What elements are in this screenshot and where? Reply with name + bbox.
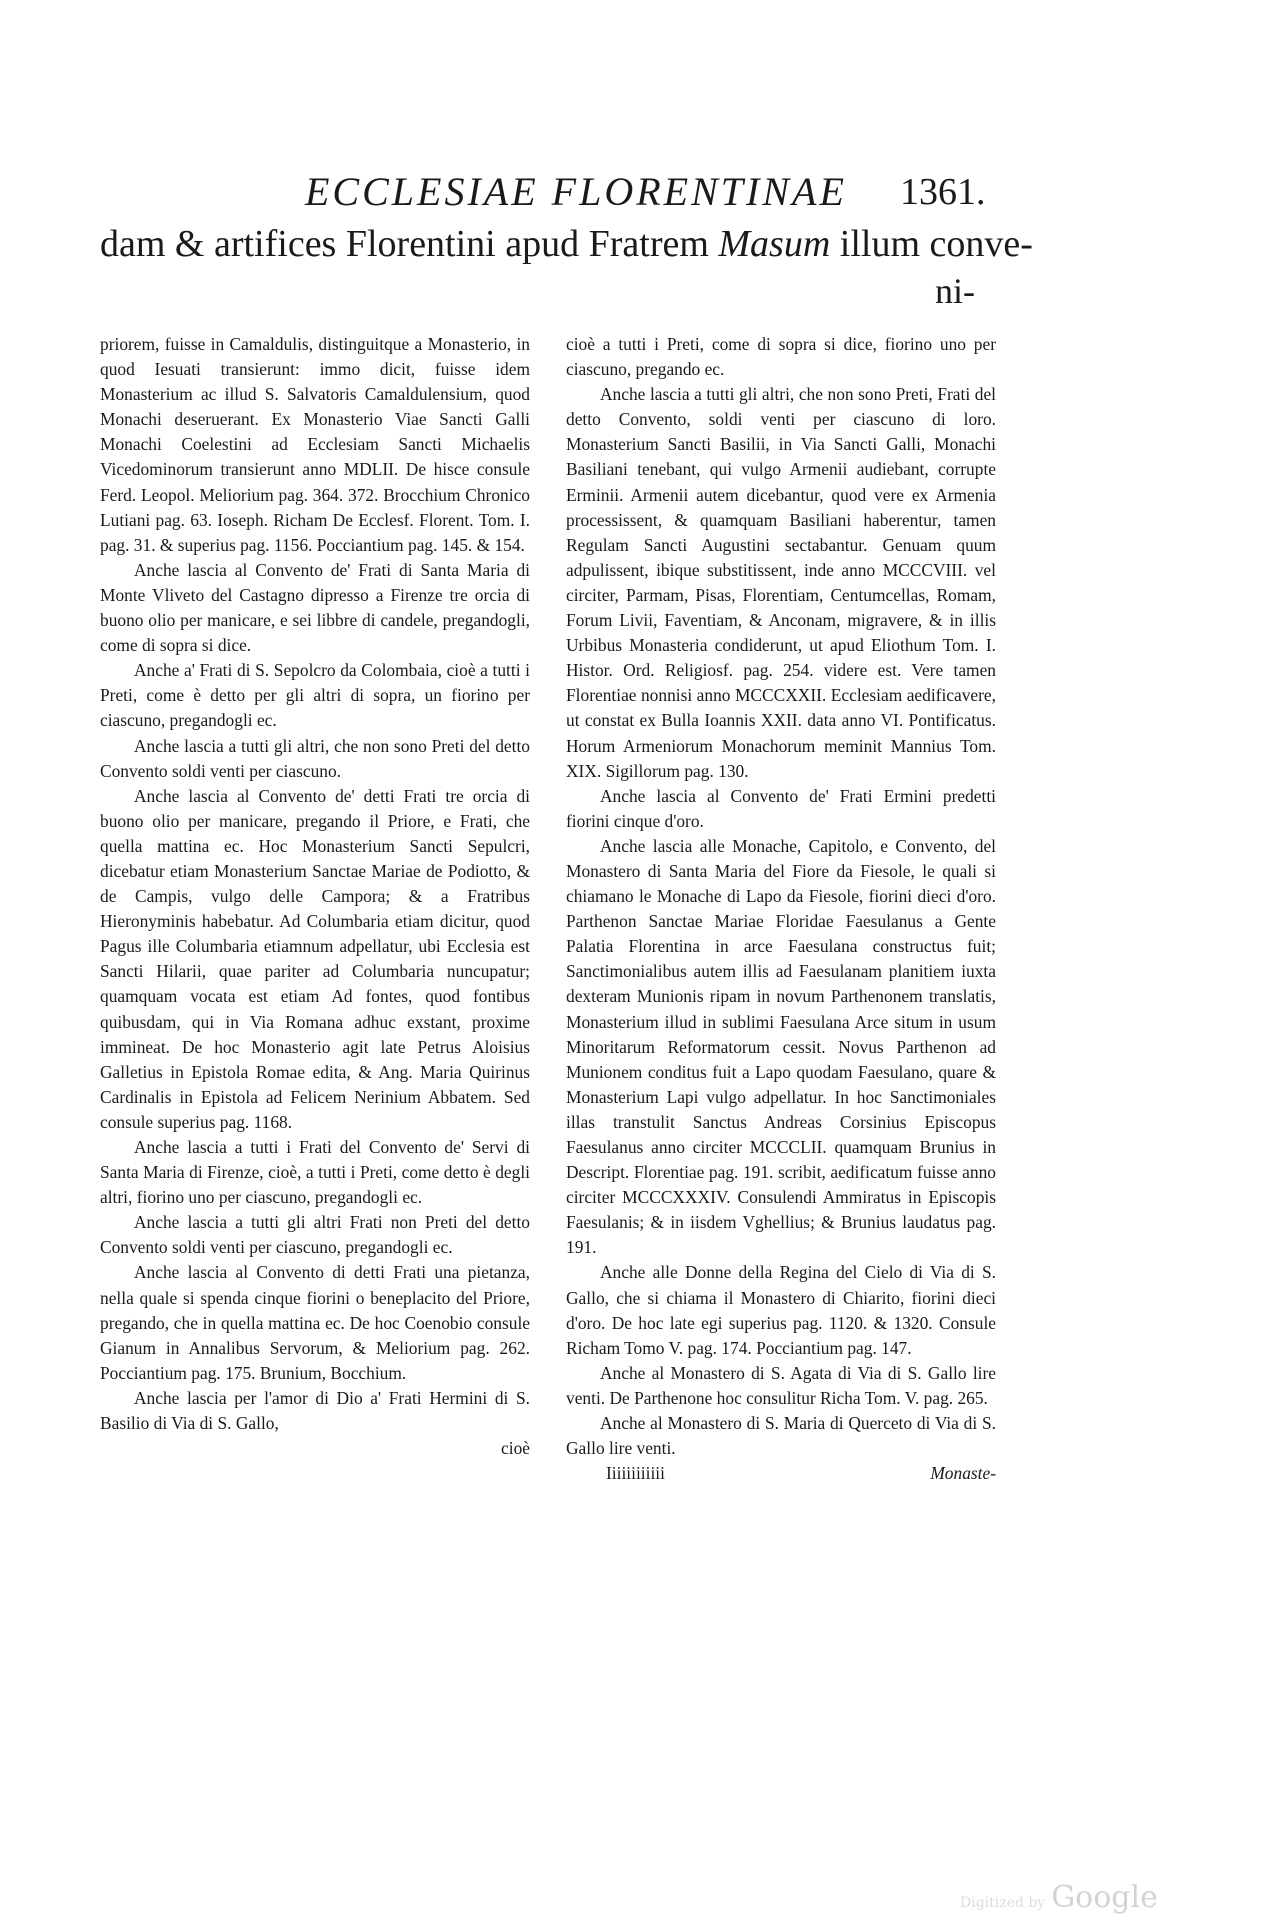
signature-mark: Iiiiiiiiiiii: [606, 1463, 665, 1484]
catchword: cioè: [501, 1438, 530, 1459]
paragraph: Anche al Monastero di S. Agata di Via di S. Gallo lire venti. De Parthenone hoc consulitur Richa Tom. V. pag. 265.: [566, 1362, 996, 1408]
paragraph: Anche lascia a tutti gli altri, che non sono Preti, Frati del detto Convento, soldi venti per ciascuno di loro. Monasterium Sancti Basilii, in Via Sancti Galli, Monachi Basiliani tenebant, qui vulgo Armenii audiebant, corrupte Erminii. Armenii autem dicebantur, quod vere ex Armenia processissent, & quamquam Basiliani haberentur, tamen Regulam Sancti Augustini sectabantur. Genuam quum adpulissent, ibique substitissent, inde anno MCCCVIII. vel circiter, Parmam, Pisas, Florentiam, Centumcellas, Romam, Forum Livii, Faventiam, & Anconam, migravere, & in illis Urbibus Monasteria condiderunt, ut apud Eliothum Tom. I. Histor. Ord. Religiosf. pag. 254. videre est. Vere tamen Florentiae nonnisi anno MCCCXXII. Ecclesiam aedificavere, ut constat ex Bulla Ioannis XXII. data anno VI. Pontificatus. Horum Armeniorum Monachorum meminit Mannius Tom. XIX. Sigillorum pag. 130.: [566, 384, 996, 781]
paragraph: Anche alle Donne della Regina del Cielo di Via di S. Gallo, che si chiama il Monastero di Chiarito, fiorini dieci d'oro. De hoc late egi superius pag. 1120. & 1320. Consule Richam Tomo V. pag. 174. Pocciantium pag. 147.: [566, 1262, 996, 1358]
watermark-brand: Google: [1051, 1880, 1158, 1915]
right-column-foot: [566, 1461, 996, 1486]
right-column: [566, 332, 996, 1486]
digitized-watermark: [960, 1880, 1158, 1915]
catchword: Monaste-: [930, 1463, 996, 1484]
watermark-small-text: Digitized by: [960, 1895, 1046, 1911]
catch-line-end: illum conve-: [830, 223, 1033, 265]
paragraph: Anche lascia al Convento di detti Frati una pietanza, nella quale si spenda cinque fiorini o beneplacito del Priore, pregando, che in quella mattina ec. De hoc Coenobio consule Gianum in Annalibus Servorum, & Meliorium pag. 262. Pocciantium pag. 175. Brunium, Bocchium.: [100, 1262, 530, 1383]
left-column: [100, 332, 530, 1461]
paragraph: Anche lascia al Convento de' detti Frati tre orcia di buono olio per manicare, pregando il Priore, e Frati, che quella mattina ec. Hoc Monasterium Sancti Sepulcri, dicebatur etiam Monasterium Sanctae Mariae de Podiotto, & de Campis, vulgo delle Campora; & a Fratribus Hieronyminis habebatur. Ad Columbaria etiam dicitur, quod Pagus ille Columbaria etiamnum adpellatur, ubi Ecclesia est Sancti Hilarii, quae pariter ad Columbaria nuncupatur; quamquam vocata est etiam Ad fontes, quod fontibus quibusdam, qui in Via Romana adhuc exstant, proxime immineat. De hoc Monasterio agit late Petrus Aloisius Galletius in Epistola Romae edita, & Ang. Maria Quirinus Cardinalis in Epistola ad Felicem Nerinium Abbatem. Sed consule superius pag. 1168.: [100, 785, 530, 1132]
catch-word: ni-: [935, 271, 975, 311]
running-head: [0, 168, 1288, 218]
left-column-foot: [100, 1436, 530, 1461]
paragraph: cioè a tutti i Preti, come di sopra si dice, fiorino uno per ciascuno, pregando ec.: [566, 334, 996, 380]
catch-line-start: dam & artifices Florentini apud Fratrem: [100, 223, 719, 265]
catch-line-italic: Masum: [718, 223, 831, 265]
paragraph: Anche lascia al Convento de' Frati di Santa Maria di Monte Vliveto del Castagno dipresso a Firenze tre orcia di buono olio per manicare, e sei libbre di candele, pregandogli, come di sopra si dice.: [100, 559, 530, 656]
running-title: ECCLESIAE FLORENTINAE: [305, 169, 847, 214]
paragraph: Anche lascia per l'amor di Dio a' Frati Hermini di S. Basilio di Via di S. Gallo,: [100, 1387, 530, 1434]
page-number: 1361.: [900, 171, 986, 213]
paragraph: Anche lascia a tutti gli altri, che non sono Preti del detto Convento soldi venti per ciascuno.: [100, 735, 530, 781]
paragraph: Anche al Monastero di S. Maria di Querceto di Via di S. Gallo lire venti.: [566, 1413, 996, 1459]
paragraph: Anche lascia al Convento de' Frati Ermini predetti fiorini cinque d'oro.: [566, 785, 996, 831]
paragraph: Anche lascia a tutti gli altri Frati non Preti del detto Convento soldi venti per ciascuno, pregandogli ec.: [100, 1212, 530, 1258]
paragraph: priorem, fuisse in Camaldulis, distinguitque a Monasterio, in quod Iesuati transierunt: immo dicit, fuisse idem Monasterium ac illud S. Salvatoris Camaldulensium, quod Monachi deseruerant. Ex Monasterio Viae Sancti Galli Monachi Coelestini ad Ecclesiam Sancti Michaelis Vicedominorum transierunt anno MDLII. De hisce consule Ferd. Leopol. Meliorium pag. 364. 372. Brocchium Chronico Lutiani pag. 63. Ioseph. Richam De Ecclesf. Florent. Tom. I. pag. 31. & superius pag. 1156. Pocciantium pag. 145. & 154.: [100, 334, 530, 555]
paragraph: Anche lascia a tutti i Frati del Convento de' Servi di Santa Maria di Firenze, cioè, a tutti i Preti, come detto è degli altri, fiorino uno per ciascuno, pregandogli ec.: [100, 1137, 530, 1208]
catch-line: [100, 222, 1033, 266]
paragraph: Anche lascia alle Monache, Capitolo, e Convento, del Monastero di Santa Maria del Fiore da Fiesole, le quali si chiamano le Monache di Lapo da Fiesole, fiorini dieci d'oro. Parthenon Sanctae Mariae Floridae Faesulanus a Gente Palatia Florentina in arce Faesulana constructus fuit; Sanctimonialibus autem illis ad Faesulanam planitiem iuxta dexteram Munionis ripam in novum Parthenonem translatis, Monasterium illud in sublimi Faesulana Arce situm in usum Minoritarum Reformatorum cessit. Novus Parthenon ad Munionem conditus fuit a Lapo quodam Faesulano, quare & Monasterium Lapi vulgo adpellatur. In hoc Sanctimoniales illas transtulit Sanctus Andreas Corsinius Episcopus Faesulanus anno circiter MCCCLII. quamquam Brunius in Descript. Florentiae pag. 191. scribit, aedificatum fuisse anno circiter MCCCXXXIV. Consulendi Ammiratus in Episcopis Faesulanis; & in iisdem Vghellius; & Brunius laudatus pag. 191.: [566, 835, 996, 1258]
paragraph: Anche a' Frati di S. Sepolcro da Colombaia, cioè a tutti i Preti, come è detto per gli altri di sopra, un fiorino per ciascuno, pregandogli ec.: [100, 660, 530, 731]
